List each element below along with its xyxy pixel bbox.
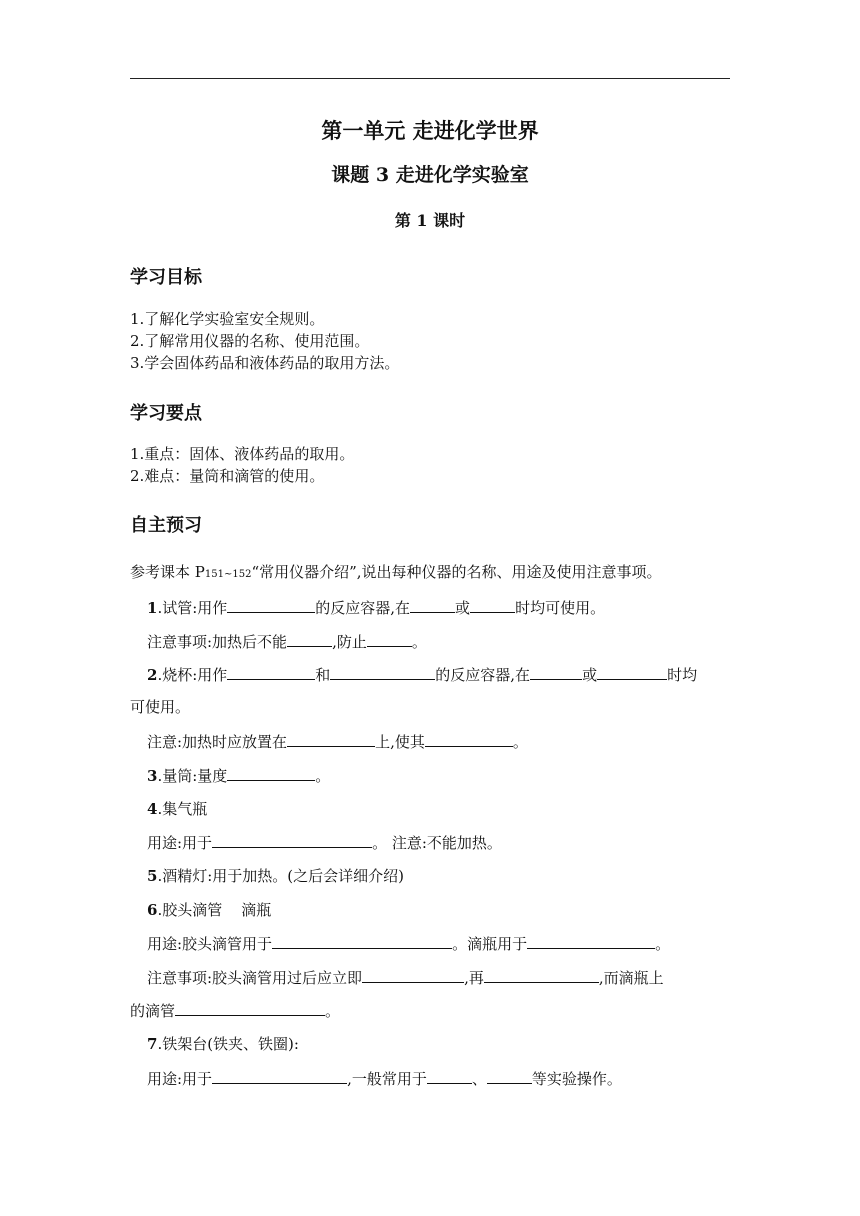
- answer-blank[interactable]: [227, 765, 315, 781]
- objective-item: 1.了解化学实验室安全规则。: [130, 310, 325, 328]
- question-3: 3.量筒:量度 。: [147, 767, 331, 785]
- preview-heading: 自主预习: [130, 515, 202, 536]
- answer-blank[interactable]: [484, 967, 599, 983]
- answer-blank[interactable]: [212, 832, 372, 848]
- question-6-use: 用途:胶头滴管用于 。滴瓶用于 。: [147, 935, 671, 953]
- objective-item: 3.学会固体药品和液体药品的取用方法。: [130, 354, 400, 372]
- answer-blank[interactable]: [425, 731, 513, 747]
- answer-blank[interactable]: [527, 933, 655, 949]
- key-points-heading: 学习要点: [130, 403, 202, 424]
- objectives-heading: 学习目标: [130, 267, 202, 288]
- objective-item: 2.了解常用仪器的名称、使用范围。: [130, 332, 370, 350]
- question-5: 5.酒精灯:用于加热。(之后会详细介绍): [147, 867, 404, 885]
- question-2-note: 注意:加热时应放置在 上,使其 。: [147, 733, 528, 751]
- key-point-item: 1.重点：固体、液体药品的取用。: [130, 445, 355, 463]
- answer-blank[interactable]: [287, 731, 375, 747]
- question-6: 6.胶头滴管 滴瓶: [147, 901, 272, 919]
- answer-blank[interactable]: [212, 1068, 347, 1084]
- unit-title: 第一单元 走进化学世界: [321, 118, 539, 143]
- question-2-continued: 可使用。: [130, 698, 191, 716]
- answer-blank[interactable]: [227, 597, 315, 613]
- answer-blank[interactable]: [470, 597, 515, 613]
- answer-blank[interactable]: [227, 664, 315, 680]
- question-6-note: 注意事项:胶头滴管用过后应立即 ,再 ,而滴瓶上: [147, 969, 664, 987]
- question-7: 7.铁架台(铁夹、铁圈):: [147, 1035, 299, 1053]
- header-rule: [130, 78, 730, 79]
- answer-blank[interactable]: [175, 1000, 325, 1016]
- answer-blank[interactable]: [530, 664, 582, 680]
- answer-blank[interactable]: [487, 1068, 532, 1084]
- period-title: 第 1 课时: [394, 211, 466, 230]
- answer-blank[interactable]: [272, 933, 452, 949]
- answer-blank[interactable]: [330, 664, 435, 680]
- answer-blank[interactable]: [410, 597, 455, 613]
- answer-blank[interactable]: [367, 631, 412, 647]
- key-point-item: 2.难点：量筒和滴管的使用。: [130, 467, 325, 485]
- lesson-title: 课题 3 走进化学实验室: [331, 164, 529, 186]
- question-6-continued: 的滴管 。: [130, 1002, 341, 1020]
- question-1: 1.试管:用作 的反应容器,在 或 时均可使用。: [147, 599, 606, 617]
- answer-blank[interactable]: [362, 967, 464, 983]
- question-7-use: 用途:用于 ,一般常用于 、 等实验操作。: [147, 1070, 622, 1088]
- question-4-use: 用途:用于 。 注意:不能加热。: [147, 834, 502, 852]
- question-4: 4.集气瓶: [147, 800, 208, 818]
- answer-blank[interactable]: [427, 1068, 472, 1084]
- answer-blank[interactable]: [597, 664, 667, 680]
- preview-intro: 参考课本 P151~152“常用仪器介绍”,说出每种仪器的名称、用途及使用注意事项。: [130, 563, 662, 581]
- question-2: 2.烧杯:用作 和 的反应容器,在 或 时均: [147, 666, 698, 684]
- answer-blank[interactable]: [287, 631, 332, 647]
- question-1-note: 注意事项:加热后不能 ,防止 。: [147, 633, 427, 651]
